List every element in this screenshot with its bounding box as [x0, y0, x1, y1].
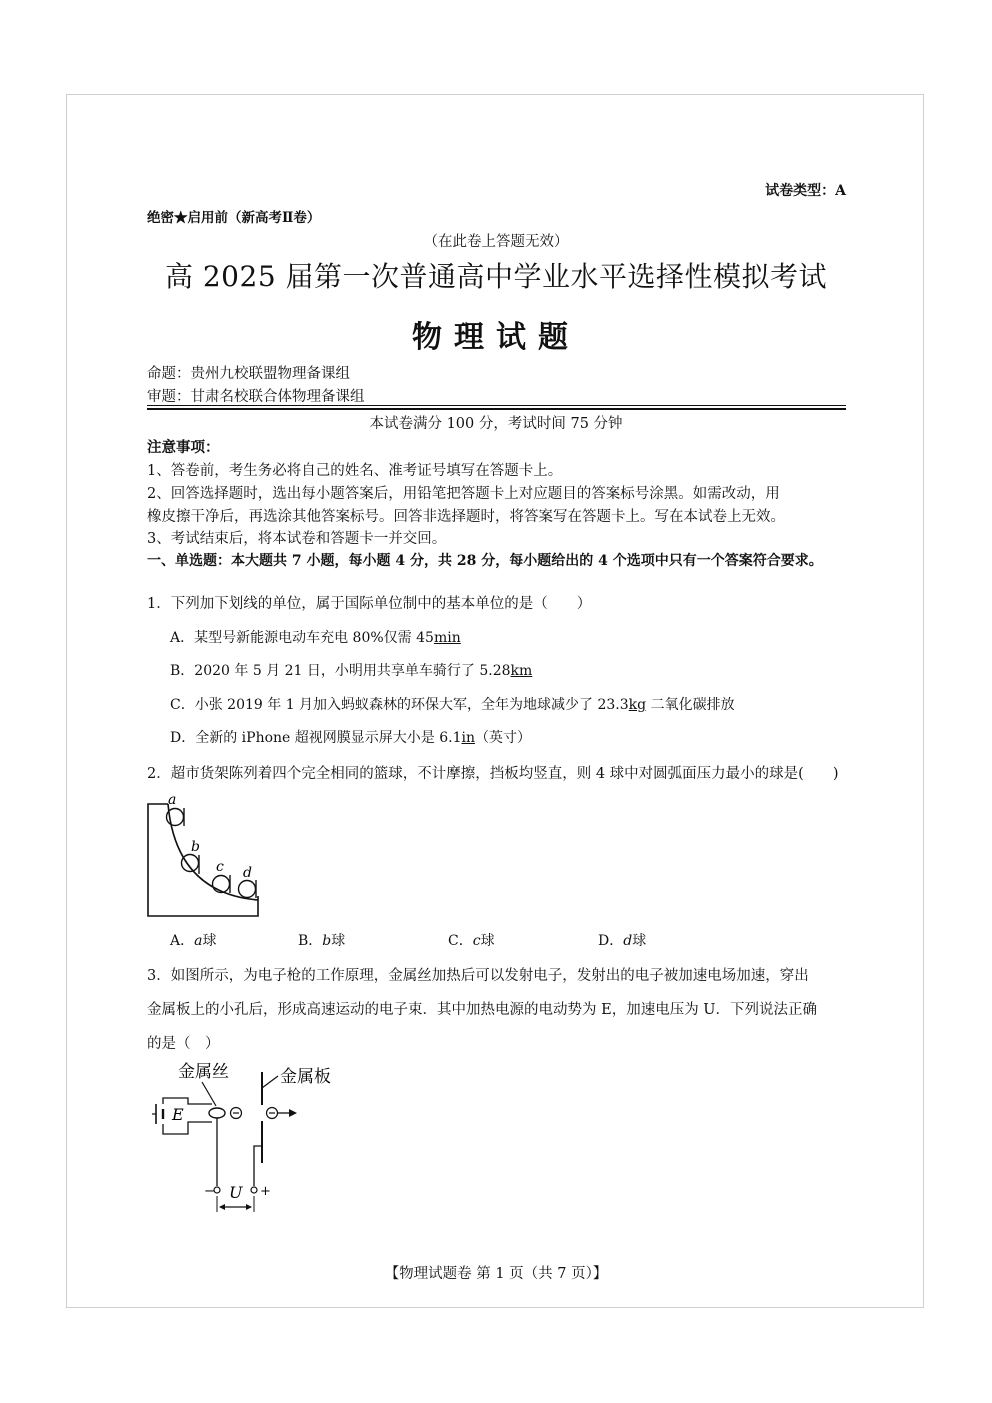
- option-var: a: [194, 933, 203, 949]
- minus-sign: −: [204, 1184, 215, 1199]
- question-1-option-d: [170, 727, 531, 747]
- option-word: 球: [632, 933, 647, 949]
- option-letter: D．: [598, 933, 624, 949]
- subject-title: 物理试题: [412, 320, 580, 355]
- paper-type: 试卷类型：A: [765, 183, 846, 199]
- option-letter: B．: [298, 933, 323, 949]
- notice-item: 橡皮擦干净后，再选涂其他答案标号。回答非选择题时，将答案写在答题卡上。写在本试卷上无效。: [147, 509, 785, 525]
- plate-leader: [262, 1076, 278, 1088]
- question-3-line: 3．如图所示，为电子枪的工作原理，金属丝加热后可以发射电子，发射出的电子被加速电场加速，穿出: [147, 968, 809, 984]
- notice-item: 3、考试结束后，将本试卷和答题卡一并交回。: [147, 531, 447, 547]
- label-d: d: [243, 865, 252, 881]
- option-word: 球: [331, 933, 346, 949]
- section-title: 一、单选题：本大题共 7 小题，每小题 4 分，共 28 分，每小题给出的 4 个选项中只有一个答案符合要求。: [147, 553, 823, 569]
- question-2-option-d: [598, 930, 646, 950]
- electron-gun-figure: [146, 1058, 346, 1218]
- author-line: 命题：贵州九校联盟物理备课组: [147, 366, 350, 382]
- question-1-option-b: [170, 660, 532, 680]
- circuit-wire-top: [163, 1098, 212, 1104]
- question-2-option-b: [298, 930, 345, 950]
- notice-item: 1、答卷前，考生务必将自己的姓名、准考证号填写在答题卡上。: [147, 463, 563, 479]
- reviewer-line: 审题：甘肃名校联合体物理备课组: [147, 389, 365, 405]
- exam-title: 高 2025 届第一次普通高中学业水平选择性模拟考试: [164, 260, 828, 293]
- filament: [209, 1108, 225, 1118]
- secret-label: 绝密★启用前（新高考Ⅱ卷）: [147, 210, 321, 226]
- option-word: 球: [202, 933, 217, 949]
- underlined-unit: min: [433, 630, 461, 646]
- plate-label: 金属板: [280, 1067, 331, 1087]
- question-2-option-c: [448, 930, 495, 950]
- option-text: C．小张 2019 年 1 月加入蚂蚁森林的环保大军，全年为地球减少了 23.3: [170, 697, 629, 713]
- underlined-unit: km: [510, 663, 533, 679]
- option-text: D．全新的 iPhone 超视网膜显示屏大小是 6.1: [170, 730, 462, 746]
- option-letter: A．: [170, 933, 195, 949]
- invalid-note: （在此卷上答题无效）: [423, 234, 569, 250]
- plus-sign: +: [260, 1184, 271, 1199]
- ball-c: [213, 876, 230, 893]
- circuit-wire-bottom: [163, 1122, 212, 1134]
- accel-wire-right: [254, 1146, 262, 1186]
- question-1-option-c: [170, 694, 735, 714]
- option-var: d: [623, 933, 633, 949]
- label-c: c: [216, 859, 224, 875]
- option-suffix: （英寸）: [474, 730, 531, 746]
- underlined-unit: in: [461, 730, 475, 746]
- page-footer: 【物理试题卷 第 1 页（共 7 页）】: [384, 1266, 608, 1282]
- ball-d: [239, 881, 256, 898]
- option-text: A．某型号新能源电动车充电 80%仅需 45: [170, 630, 434, 646]
- option-letter: C．: [448, 933, 473, 949]
- question-2-stem: 2．超市货架陈列着四个完全相同的篮球，不计摩擦，挡板均竖直，则 4 球中对圆弧面压力最小的球是( ): [147, 766, 839, 782]
- beam-arrow-head: [289, 1109, 297, 1117]
- option-var: c: [472, 933, 481, 949]
- question-3-line: 金属板上的小孔后，形成高速运动的电子束．其中加热电源的电动势为 E，加速电压为 U．下列说法正确: [147, 1002, 818, 1018]
- question-1-option-a: [170, 627, 461, 647]
- option-var: b: [322, 933, 332, 949]
- voltage-label: U: [229, 1183, 243, 1202]
- notice-item: 2、回答选择题时，选出每小题答案后，用铅笔把答题卡上对应题目的答案标号涂黑。如需改动，用: [147, 486, 780, 502]
- shelf-outline: [148, 804, 258, 916]
- terminal-positive: [251, 1187, 257, 1193]
- filament-label: 金属丝: [178, 1062, 229, 1082]
- question-1-stem: 1．下列加下划线的单位，属于国际单位制中的基本单位的是（ ）: [147, 596, 592, 612]
- score-info: 本试卷满分 100 分，考试时间 75 分钟: [369, 416, 623, 432]
- ball-b: [182, 855, 199, 872]
- option-suffix: 二氧化碳排放: [646, 697, 735, 713]
- question-3-line: 的是（ ）: [147, 1036, 220, 1052]
- emf-label: E: [172, 1105, 184, 1124]
- filament-leader: [202, 1082, 216, 1106]
- notice-title: 注意事项：: [147, 439, 220, 456]
- basketball-shelf-figure: [146, 788, 266, 920]
- question-2-option-a: [170, 930, 216, 950]
- divider-thick: [147, 408, 846, 410]
- underlined-unit: kg: [628, 697, 647, 713]
- label-b: b: [191, 839, 200, 855]
- divider-thin: [147, 405, 846, 406]
- option-word: 球: [480, 933, 495, 949]
- label-a: a: [168, 792, 177, 808]
- option-text: B．2020 年 5 月 21 日，小明用共享单车骑行了 5.28: [170, 663, 511, 679]
